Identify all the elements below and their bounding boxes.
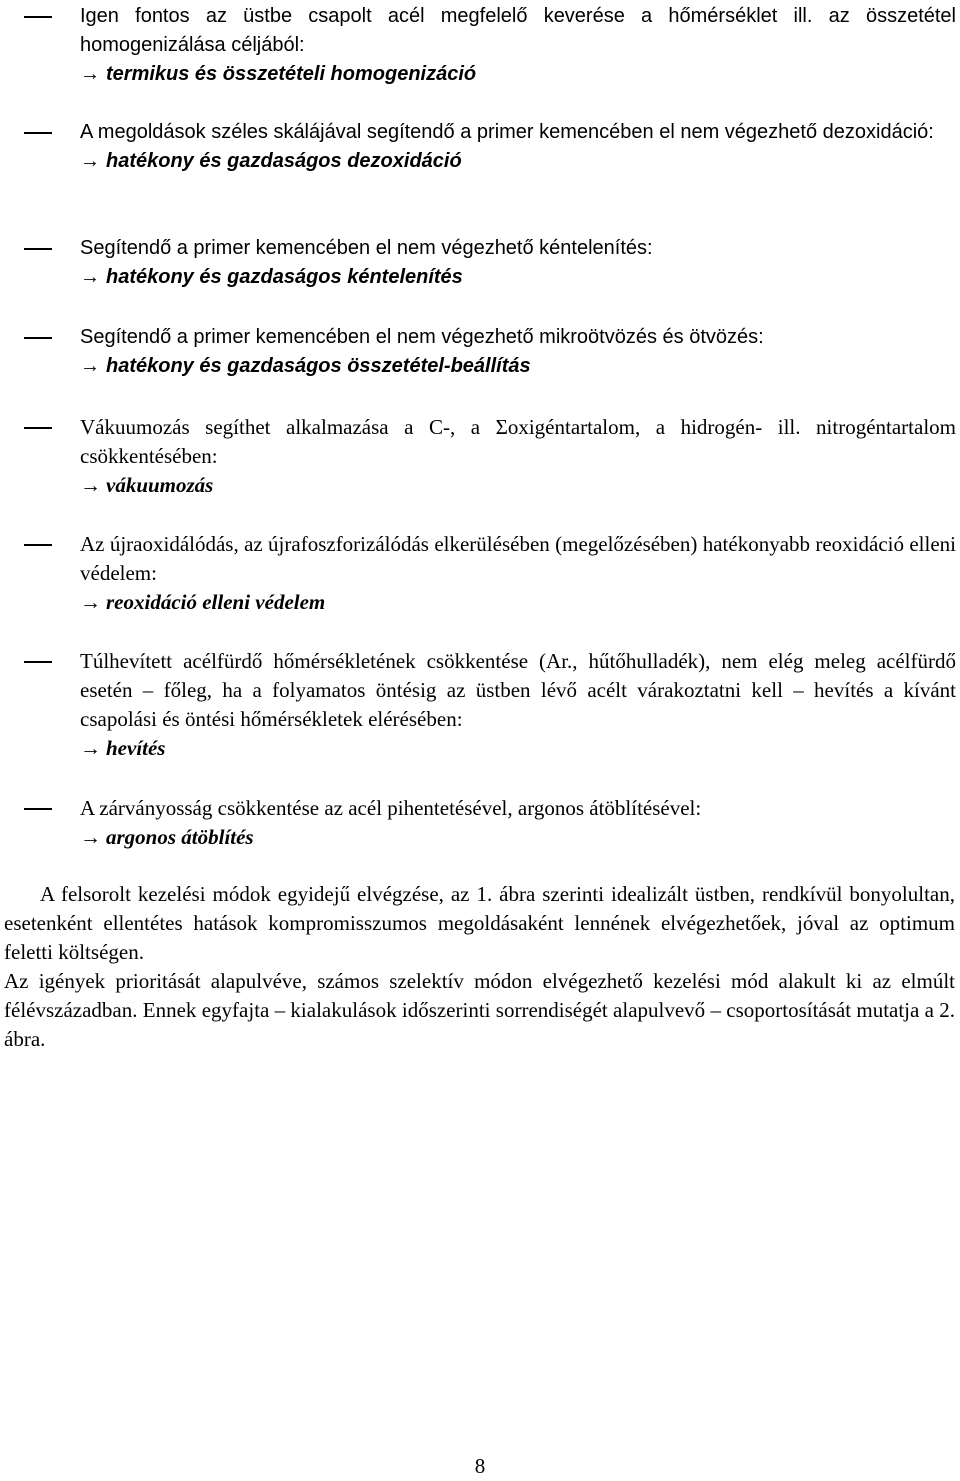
list-item — [0, 413, 960, 500]
list-item-text: Vákuumozás segíthet alkalmazása a C-, a Σoxigéntartalom, a hidrogén- ill. nitrogéntartalom csökkentésében: — [80, 415, 956, 468]
dash-bullet-icon — [24, 427, 52, 429]
page-number: 8 — [474, 1454, 486, 1478]
list-item — [0, 323, 960, 381]
list-item-text: Segítendő a primer kemencében el nem végezhető mikroötvözés és ötvözés: — [80, 326, 764, 348]
list-item-result-text: hatékony és gazdaságos összetétel-beállítás — [106, 355, 531, 377]
dash-bullet-icon — [24, 16, 52, 18]
list-item-result-text: termikus és összetételi homogenizáció — [106, 63, 477, 85]
list-item — [0, 2, 960, 89]
body-paragraph: Az igények prioritását alapulvéve, számos szelektív módon elvégezhető kezelési mód alakult ki az elmúlt félévszázadban. Ennek egyfajta – kialakulások időszerinti sorrendiségét alapulvevő – csoportosítását mutatja a 2. ábra. — [4, 969, 955, 1051]
arrow-icon: → — [80, 736, 101, 760]
dash-bullet-icon — [24, 132, 52, 134]
list-item-result-text: hevítés — [106, 736, 166, 760]
body-paragraphs — [4, 880, 955, 1054]
list-item — [0, 530, 960, 617]
list-item-result — [80, 263, 956, 292]
list-item-text: A zárványosság csökkentése az acél pihentetésével, argonos átöblítésével: — [80, 796, 702, 820]
dash-bullet-icon — [24, 248, 52, 250]
body-paragraph: A felsorolt kezelési módok egyidejű elvégzése, az 1. ábra szerinti idealizált üstben, rendkívül bonyolultan, esetenként ellentétes hatások kompromisszumos megoldásaként lennének elvégezhetőek, jóval az optimum feletti költségen. — [4, 882, 955, 964]
list-item-text: A megoldások széles skálájával segítendő a primer kemencében el nem végezhető dezoxidáció: — [80, 121, 934, 143]
list-item-text: Túlhevített acélfürdő hőmérsékletének csökkentése (Ar., hűtőhulladék), nem elég meleg acélfürdő esetén – főleg, ha a folyamatos öntésig az üstben lévő acélt várakoztatni kell – hevítés a kívánt csapolási és öntési hőmérsékletek elérésében: — [80, 649, 956, 731]
list-item — [0, 234, 960, 292]
list-item-result — [80, 823, 956, 852]
list-item-result-text: vákuumozás — [106, 473, 214, 497]
list-item-result — [80, 60, 956, 89]
list-item-result — [80, 734, 956, 763]
arrow-icon: → — [80, 590, 101, 614]
arrow-icon: → — [80, 266, 100, 288]
list-item-result — [80, 471, 956, 500]
list-item-result — [80, 352, 956, 381]
dash-bullet-icon — [24, 337, 52, 339]
list-item-text: Igen fontos az üstbe csapolt acél megfelelő keverése a hőmérséklet ill. az összetétel homogenizálása céljából: — [80, 5, 956, 56]
arrow-icon: → — [80, 825, 101, 849]
arrow-icon: → — [80, 150, 100, 172]
arrow-icon: → — [80, 473, 101, 497]
list-item-text: Az újraoxidálódás, az újrafoszforizálódás elkerülésében (megelőzésében) hatékonyabb reoxidáció elleni védelem: — [80, 532, 956, 585]
list-item-result-text: reoxidáció elleni védelem — [106, 590, 326, 614]
list-item-result — [80, 588, 956, 617]
list-item-text: Segítendő a primer kemencében el nem végezhető kéntelenítés: — [80, 237, 653, 259]
dash-bullet-icon — [24, 661, 52, 663]
arrow-icon: → — [80, 63, 100, 85]
dash-bullet-icon — [24, 544, 52, 546]
list-item-result-text: hatékony és gazdaságos dezoxidáció — [106, 150, 462, 172]
list-item-result — [80, 147, 956, 176]
dash-bullet-icon — [24, 808, 52, 810]
list-item-result-text: hatékony és gazdaságos kéntelenítés — [106, 266, 463, 288]
list-item — [0, 794, 960, 852]
list-item — [0, 118, 960, 176]
arrow-icon: → — [80, 355, 100, 377]
list-item-result-text: argonos átöblítés — [106, 825, 254, 849]
list-item — [0, 647, 960, 763]
